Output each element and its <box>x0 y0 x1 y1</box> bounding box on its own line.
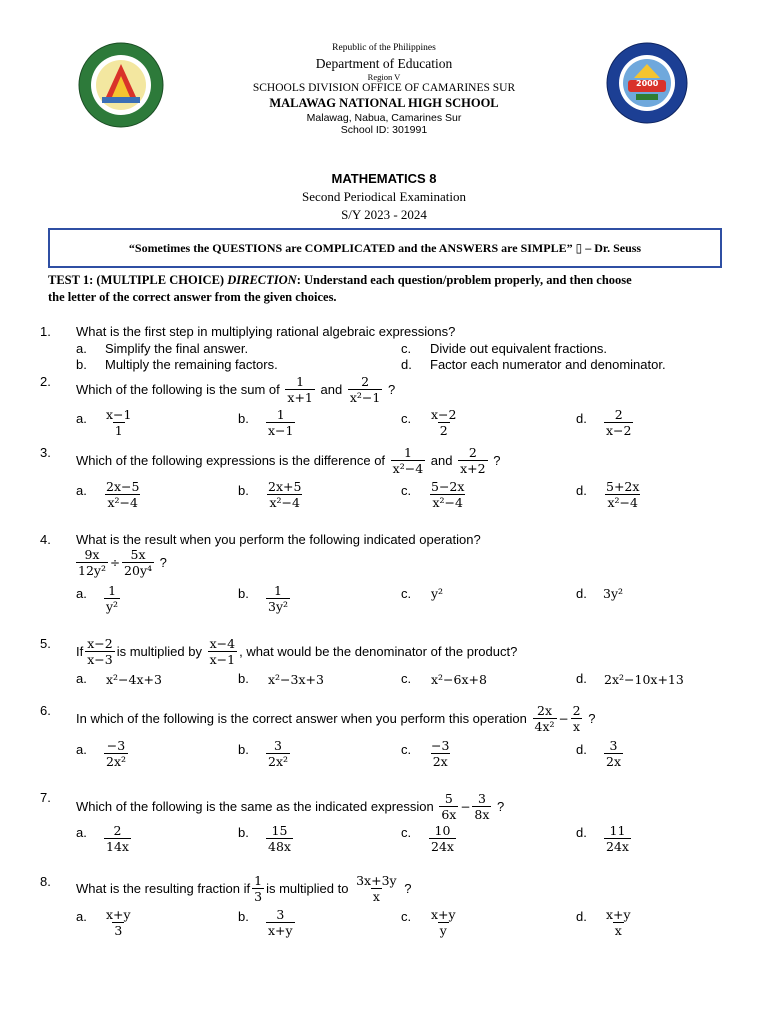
option-letter: d. <box>401 357 412 372</box>
option-letter: a. <box>76 671 87 686</box>
fraction-denominator: 24x <box>431 839 454 854</box>
option-value[interactable]: 3y² <box>603 586 624 601</box>
fraction-numerator: 3 <box>276 907 285 922</box>
fraction-numerator: 2x <box>537 703 553 718</box>
question-expression <box>74 547 167 578</box>
fraction-numerator: 5 <box>444 791 453 806</box>
exam-title: Second Periodical Examination <box>302 189 466 204</box>
option-value[interactable] <box>427 907 460 938</box>
fraction-numerator: x−1 <box>106 407 132 422</box>
fraction-numerator: −3 <box>106 738 126 753</box>
direction-text: : Understand each question/problem properly, and then choose <box>296 273 632 287</box>
question-text-part: What is the resulting fraction if <box>76 881 251 896</box>
option-value[interactable] <box>264 823 295 854</box>
fraction-denominator: 4x² <box>534 719 555 734</box>
fraction-denominator: x <box>614 923 622 938</box>
question-mark: ? <box>493 453 501 468</box>
question-number: 8. <box>40 874 51 889</box>
question-text-part: and <box>430 453 453 468</box>
fraction-denominator: 2x² <box>106 754 127 769</box>
question-text-part: , what would be the denominator of the product? <box>239 644 518 659</box>
option-value[interactable] <box>264 738 292 769</box>
fraction <box>458 445 487 476</box>
option-letter: a. <box>76 742 87 757</box>
fraction-denominator: x²−4 <box>107 495 138 510</box>
option-letter: a. <box>76 411 87 426</box>
option-value[interactable] <box>427 407 460 438</box>
question-mark: ? <box>387 382 396 397</box>
fraction <box>354 873 399 904</box>
option-letter: b. <box>238 411 249 426</box>
school-name: MALAWAG NATIONAL HIGH SCHOOL <box>269 96 499 110</box>
operator: ÷ <box>109 555 121 570</box>
fraction-denominator: x <box>372 889 380 904</box>
fraction-numerator: 2 <box>614 407 623 422</box>
fraction-denominator: x−1 <box>268 423 294 438</box>
fraction-denominator: x²−4 <box>432 495 463 510</box>
option-letter: d. <box>576 742 587 757</box>
school-year: S/Y 2023 - 2024 <box>341 207 427 222</box>
option-value[interactable] <box>102 479 143 510</box>
fraction <box>252 873 264 904</box>
fraction-denominator: 3 <box>114 923 123 938</box>
option-value[interactable] <box>602 907 635 938</box>
option-letter: b. <box>238 671 249 686</box>
question-number: 5. <box>40 636 51 651</box>
fraction-denominator: 48x <box>268 839 291 854</box>
option-letter: c. <box>401 341 412 356</box>
fraction-numerator: x−4 <box>209 636 236 651</box>
option-letter: b. <box>238 909 249 924</box>
option-value[interactable] <box>602 823 633 854</box>
option-letter: c. <box>401 825 412 840</box>
fraction <box>439 791 458 822</box>
fraction-denominator: 12y² <box>78 563 106 578</box>
fraction-numerator: 9x <box>84 547 100 562</box>
fraction <box>122 547 154 578</box>
option-letter: c. <box>401 411 412 426</box>
option-value[interactable] <box>102 407 135 438</box>
fraction-denominator: x <box>573 719 581 734</box>
operator: − <box>558 711 569 726</box>
fraction-denominator: 8x <box>474 807 490 822</box>
fraction-denominator: 14x <box>106 839 129 854</box>
question-text-part: is multiplied by <box>116 644 202 659</box>
option-letter: a. <box>76 341 87 356</box>
fraction-numerator: 15 <box>271 823 288 838</box>
option-letter: d. <box>576 825 587 840</box>
question-text <box>76 873 411 904</box>
question-text-part: and <box>320 382 343 397</box>
option-value[interactable]: x²−4x+3 <box>106 672 162 687</box>
fraction <box>208 636 237 667</box>
fraction-numerator: 2x+5 <box>268 479 302 494</box>
operator: − <box>460 799 471 814</box>
school-address: Malawag, Nabua, Camarines Sur <box>306 112 462 124</box>
option-value[interactable]: x²−6x+8 <box>431 672 487 687</box>
option-text[interactable]: Simplify the final answer. <box>105 341 249 356</box>
fraction-denominator: x−2 <box>606 423 632 438</box>
option-letter: a. <box>76 586 87 601</box>
fraction-numerator: 5x <box>130 547 146 562</box>
fraction-denominator: x−1 <box>209 652 236 667</box>
question-text-part: If <box>76 644 84 659</box>
question-text <box>76 703 595 734</box>
option-text[interactable]: Multiply the remaining factors. <box>105 357 278 372</box>
fraction-numerator: −3 <box>431 738 450 753</box>
fraction-denominator: x²−4 <box>392 461 424 476</box>
option-value[interactable] <box>264 479 305 510</box>
option-value[interactable]: x²−3x+3 <box>268 672 324 687</box>
question-number: 2. <box>40 374 51 389</box>
question-text <box>76 636 517 667</box>
fraction-numerator: 1 <box>254 873 263 888</box>
fraction <box>571 703 583 734</box>
option-value[interactable] <box>102 738 130 769</box>
option-letter: c. <box>401 742 412 757</box>
option-value[interactable] <box>602 407 635 438</box>
option-letter: d. <box>576 411 587 426</box>
fraction-numerator: x+y <box>106 907 131 922</box>
fraction-numerator: 3 <box>609 738 618 753</box>
school-id: School ID: 301991 <box>340 124 428 136</box>
fraction-denominator: x+2 <box>460 461 486 476</box>
option-value[interactable] <box>427 479 468 510</box>
fraction-numerator: 2 <box>361 374 370 389</box>
option-value[interactable] <box>602 479 643 510</box>
fraction <box>285 374 314 405</box>
option-value[interactable] <box>264 583 292 614</box>
fraction-numerator: 1 <box>108 583 117 598</box>
option-letter: c. <box>401 671 412 686</box>
fraction-numerator: 2 <box>113 823 122 838</box>
fraction-numerator: x−2 <box>87 636 113 651</box>
option-value[interactable] <box>602 738 625 769</box>
option-letter: c. <box>401 909 412 924</box>
fraction-denominator: 20y⁴ <box>124 563 153 578</box>
option-letter: d. <box>576 671 587 686</box>
fraction-denominator: 2x <box>432 754 448 769</box>
fraction-numerator: 2 <box>468 445 477 460</box>
region-line: Region V <box>367 72 401 82</box>
option-letter: b. <box>238 742 249 757</box>
question-text <box>76 374 395 405</box>
option-letter: d. <box>576 909 587 924</box>
fraction <box>85 636 114 667</box>
option-text[interactable]: Divide out equivalent fractions. <box>430 341 608 356</box>
fraction-denominator: y <box>439 923 447 938</box>
fraction-numerator: 2 <box>572 703 581 718</box>
quote-box <box>48 228 722 268</box>
fraction-denominator: x²−4 <box>607 495 638 510</box>
logo-year: 2000 <box>636 79 659 88</box>
fraction-numerator: x+y <box>606 907 631 922</box>
question-mark: ? <box>497 799 505 814</box>
direction-word: DIRECTION <box>227 273 297 287</box>
question-text-part: is multiplied to <box>266 881 349 896</box>
option-value[interactable] <box>102 583 122 614</box>
option-value[interactable]: y² <box>431 586 444 601</box>
fraction-denominator: 2 <box>439 423 448 438</box>
question-mark: ? <box>159 555 167 570</box>
option-value[interactable] <box>427 738 453 769</box>
fraction <box>348 374 383 405</box>
fraction-denominator: 24x <box>606 839 629 854</box>
fraction-denominator: 1 <box>114 423 123 438</box>
question-text-part: Which of the following expressions is the difference of <box>76 453 386 468</box>
fraction <box>391 445 426 476</box>
republic-line: Republic of the Philippines <box>332 43 436 53</box>
option-value[interactable] <box>427 823 458 854</box>
fraction-numerator: x+y <box>431 907 456 922</box>
quote-text: “Sometimes the QUESTIONS are COMPLICATED and the ANSWERS are SIMPLE” ▯ – Dr. Seuss <box>128 240 642 255</box>
question-number: 6. <box>40 703 51 718</box>
question-mark: ? <box>588 711 596 726</box>
question-text <box>76 445 500 476</box>
question-text: What is the result when you perform the following indicated operation? <box>76 532 481 547</box>
question-number: 4. <box>40 532 51 547</box>
fraction-denominator: x+y <box>268 923 293 938</box>
department-line: Department of Education <box>315 56 453 71</box>
question-text-part: Which of the following is the sum of <box>76 382 280 397</box>
fraction-denominator: y² <box>106 599 119 614</box>
fraction-numerator: 10 <box>434 823 451 838</box>
fraction-numerator: 1 <box>276 407 285 422</box>
option-letter: b. <box>238 586 249 601</box>
fraction-numerator: 3 <box>477 791 486 806</box>
fraction-denominator: x²−4 <box>269 495 300 510</box>
fraction <box>533 703 557 734</box>
question-text: What is the first step in multiplying rational algebraic expressions? <box>76 324 456 339</box>
fraction <box>472 791 491 822</box>
fraction-denominator: 6x <box>441 807 457 822</box>
option-letter: a. <box>76 483 87 498</box>
division-line: SCHOOLS DIVISION OFFICE OF CAMARINES SUR <box>252 82 516 94</box>
option-value[interactable] <box>264 907 297 938</box>
test-label: TEST 1: (MULTIPLE CHOICE) <box>48 273 225 287</box>
fraction-numerator: 5+2x <box>606 479 640 494</box>
test-direction <box>48 272 728 306</box>
fraction-numerator: 2x−5 <box>106 479 140 494</box>
fraction-denominator: x²−1 <box>349 390 381 405</box>
option-letter: b. <box>76 357 87 372</box>
fraction-denominator: x+1 <box>287 390 313 405</box>
option-value[interactable] <box>264 407 297 438</box>
option-value[interactable]: 2x²−10x+13 <box>604 672 684 687</box>
fraction-numerator: 1 <box>274 583 282 598</box>
question-number: 1. <box>40 324 51 339</box>
option-letter: c. <box>401 586 412 601</box>
question-number: 7. <box>40 790 51 805</box>
option-letter: b. <box>238 825 249 840</box>
fraction <box>76 547 108 578</box>
option-letter: d. <box>576 586 587 601</box>
option-letter: d. <box>576 483 587 498</box>
fraction-numerator: 3x+3y <box>356 873 397 888</box>
fraction-numerator: 3 <box>274 738 282 753</box>
question-text <box>76 791 504 822</box>
option-letter: a. <box>76 909 87 924</box>
option-letter: a. <box>76 825 87 840</box>
fraction-numerator: x−2 <box>431 407 457 422</box>
fraction-numerator: 1 <box>403 445 412 460</box>
question-text-part: Which of the following is the same as the indicated expression <box>76 799 434 814</box>
option-letter: c. <box>401 483 412 498</box>
question-mark: ? <box>404 881 412 896</box>
question-number: 3. <box>40 445 51 460</box>
fraction-numerator: 5−2x <box>431 479 465 494</box>
option-text[interactable]: Factor each numerator and denominator. <box>430 357 666 372</box>
option-letter: b. <box>238 483 249 498</box>
fraction-denominator: 2x² <box>268 754 289 769</box>
fraction-numerator: 1 <box>296 374 305 389</box>
direction-text-2: the letter of the correct answer from the given choices. <box>48 290 337 304</box>
fraction-denominator: x−3 <box>87 652 113 667</box>
option-value[interactable] <box>102 823 133 854</box>
option-value[interactable] <box>102 907 135 938</box>
question-text-part: In which of the following is the correct answer when you perform this operation <box>76 711 527 726</box>
fraction-denominator: 3 <box>254 889 263 904</box>
subject-title: MATHEMATICS 8 <box>331 171 437 186</box>
fraction-denominator: 3y² <box>268 599 289 614</box>
fraction-numerator: 11 <box>609 823 626 838</box>
fraction-denominator: 2x <box>606 754 622 769</box>
